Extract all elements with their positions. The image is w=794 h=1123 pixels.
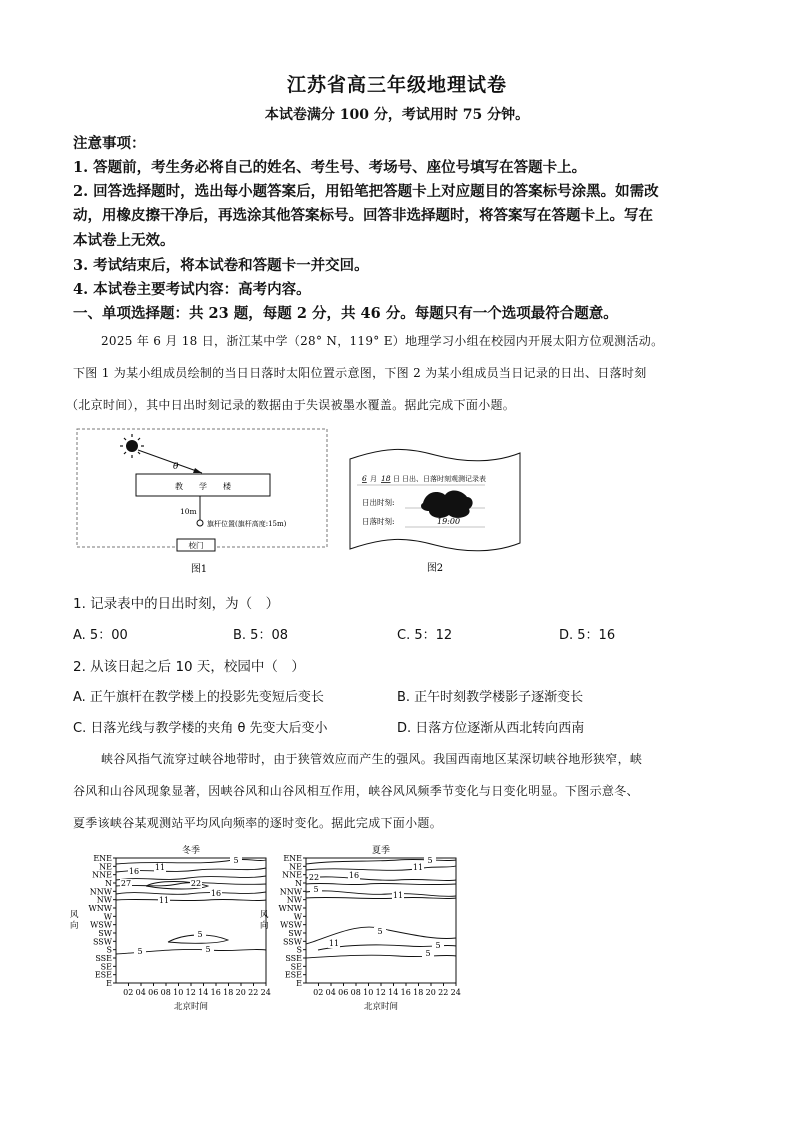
x-tick-label: 08 [350, 988, 361, 997]
q2-option-c[interactable]: C. 日落光线与教学楼的夹角 θ 先变大后变小 [73, 721, 328, 736]
y-axis-label-2: 向 [70, 920, 79, 931]
x-tick-label: 04 [325, 988, 336, 997]
intro-line-3: （北京时间），其中日出时刻记录的数据由于失误被墨水覆盖。据此完成下面小题。 [66, 398, 516, 412]
contour-label: 11 [412, 863, 424, 872]
summer-chart [258, 840, 480, 1015]
date-day: 18 [381, 474, 391, 483]
contour-label: 5 [137, 947, 143, 956]
y-axis-label-1: 风 [260, 909, 269, 920]
x-tick-label: 24 [260, 988, 271, 997]
notice-heading: 注意事项： [73, 135, 146, 152]
winter-chart [68, 840, 290, 1015]
date-month: 6 [362, 474, 367, 483]
x-tick-label: 24 [450, 988, 461, 997]
contour-label: 5 [233, 856, 239, 865]
y-axis-label-2: 向 [260, 920, 269, 931]
y-tick-label: SW [98, 929, 112, 938]
notice-line-4: 4. 本试卷主要考试内容：高考内容。 [73, 281, 311, 298]
y-tick-label: WSW [90, 920, 112, 930]
y-tick-label: NNW [89, 887, 112, 897]
sun-icon [120, 434, 144, 458]
section-heading: 一、单项选择题：共 23 题，每题 2 分，共 46 分。每题只有一个选项最符合题意。 [73, 305, 618, 322]
intro-line-1: 2025 年 6 月 18 日，浙江某中学（28° N，119° E）地理学习小组在校园内开展太阳方位观测活动。 [101, 334, 664, 348]
x-axis-label: 北京时间 [173, 1002, 209, 1012]
notice-line-1: 1. 答题前，考生务必将自己的姓名、考生号、考场号、座位号填写在答题卡上。 [73, 159, 587, 176]
flagpole-icon [197, 520, 203, 526]
plot-frame [116, 858, 266, 983]
y-tick-label: E [106, 979, 112, 988]
y-tick-label: NNE [282, 870, 302, 880]
contour-label: 5 [425, 949, 431, 958]
x-tick-label: 06 [338, 988, 349, 997]
x-tick-label: 18 [223, 988, 234, 997]
contour-label: 5 [427, 856, 433, 865]
x-tick-label: 12 [375, 988, 386, 997]
chart-title: 冬季 [181, 846, 201, 856]
x-tick-label: 14 [388, 988, 399, 997]
x-tick-label: 18 [413, 988, 424, 997]
sunset-value: 19:00 [437, 517, 461, 526]
y-tick-label: ESE [94, 970, 112, 980]
q1-stem: 1. 记录表中的日出时刻，为（ ） [73, 596, 280, 612]
sunrise-label: 日出时刻: [362, 498, 395, 507]
x-tick-label: 04 [135, 988, 146, 997]
y-tick-label: NE [99, 862, 112, 872]
y-tick-label: SW [288, 929, 302, 938]
q2-option-b[interactable]: B. 正午时刻教学楼影子逐渐变长 [397, 690, 584, 705]
notice-line-2a: 2. 回答选择题时，选出每小题答案后，用铅笔把答题卡上对应题目的答案标号涂黑。如需改 [73, 183, 659, 200]
intro2-line-1: 峡谷风指气流穿过峡谷地带时，由于狭管效应而产生的强风。我国西南地区某深切峡谷地形狭窄，峡 [101, 752, 643, 766]
y-tick-label: SSW [92, 937, 112, 947]
contour-label: 11 [392, 891, 404, 900]
gate-label: 校门 [188, 541, 204, 550]
contour-label: 11 [158, 896, 170, 905]
x-axis-label: 北京时间 [363, 1002, 399, 1012]
q1-option-c[interactable]: C. 5：12 [397, 628, 453, 643]
chart-title: 夏季 [371, 846, 391, 856]
contour-label: 11 [328, 939, 340, 948]
page-subtitle: 本试卷满分 100 分，考试用时 75 分钟。 [264, 107, 530, 123]
y-tick-label: N [295, 879, 302, 888]
notice-line-2c: 本试卷上无效。 [73, 232, 175, 249]
y-tick-label: W [293, 912, 302, 922]
x-tick-label: 10 [173, 988, 184, 997]
y-tick-label: SE [290, 962, 302, 972]
date-day-sep: 日 [393, 475, 400, 483]
page-title: 江苏省高三年级地理试卷 [286, 74, 507, 96]
notice-line-2b: 动，用橡皮擦干净后，再选涂其他答案标号。回答非选择题时，将答案写在答题卡上。写在 [73, 207, 653, 224]
x-tick-label: 12 [185, 988, 196, 997]
sunlight-ray [138, 450, 202, 473]
y-tick-label: ESE [284, 970, 302, 980]
contour-label: 5 [377, 927, 383, 936]
figure-1 [76, 428, 332, 576]
x-tick-label: 10 [363, 988, 374, 997]
y-tick-label: S [106, 945, 112, 955]
contour-label: 27 [120, 879, 132, 888]
x-tick-label: 08 [160, 988, 171, 997]
x-tick-label: 16 [210, 988, 221, 997]
y-tick-label: SSE [95, 954, 112, 963]
y-tick-label: ENE [283, 854, 302, 863]
q1-option-b[interactable]: B. 5：08 [233, 628, 288, 643]
contour-label: 5 [205, 945, 211, 954]
contour-label: 22 [308, 873, 320, 882]
y-tick-label: S [296, 945, 302, 955]
intro2-line-2: 谷风和山谷风现象显著，因峡谷风和山谷风相互作用，峡谷风风频季节变化与日变化明显。下图示意冬、 [73, 784, 639, 798]
x-tick-label: 06 [148, 988, 159, 997]
contour-label: 16 [348, 871, 360, 880]
x-tick-label: 02 [313, 988, 324, 997]
y-tick-label: W [103, 912, 112, 922]
q2-stem: 2. 从该日起之后 10 天，校园中（ ） [73, 659, 305, 675]
y-tick-label: WNW [88, 904, 112, 913]
y-tick-label: SSE [285, 954, 302, 963]
figure-2 [345, 445, 527, 577]
theta-label: θ [173, 462, 179, 472]
contour-label: 5 [197, 930, 203, 939]
y-tick-label: NE [289, 862, 302, 872]
x-tick-label: 20 [425, 988, 436, 997]
x-tick-label: 22 [248, 988, 259, 997]
figure-1-caption: 图1 [190, 564, 208, 575]
sunset-label: 日落时刻: [362, 517, 395, 526]
building-label: 教 学 楼 [175, 482, 231, 491]
q2-option-a[interactable]: A. 正午旗杆在教学楼上的投影先变短后变长 [73, 690, 324, 705]
contour-label: 16 [210, 889, 222, 898]
x-tick-label: 02 [123, 988, 134, 997]
y-tick-label: SE [100, 962, 112, 972]
x-tick-label: 22 [438, 988, 449, 997]
figure-2-caption: 图2 [426, 563, 444, 574]
distance-label: 10m [180, 507, 197, 516]
y-tick-label: SSW [282, 937, 302, 947]
contour-label: 16 [128, 867, 140, 876]
y-tick-label: NW [96, 895, 112, 905]
x-tick-label: 14 [198, 988, 209, 997]
contour-label: 5 [313, 885, 319, 894]
contour-label: 11 [154, 863, 166, 872]
y-tick-label: ENE [93, 854, 112, 863]
y-tick-label: NNE [92, 870, 112, 880]
y-tick-label: WSW [280, 920, 302, 930]
date-month-sep: 月 [370, 475, 377, 483]
y-tick-label: NNW [279, 887, 302, 897]
q2-option-d[interactable]: D. 日落方位逐渐从西北转向西南 [397, 721, 585, 736]
y-axis-label-1: 风 [70, 909, 79, 920]
x-tick-label: 16 [400, 988, 411, 997]
y-tick-label: WNW [278, 904, 302, 913]
notice-line-3: 3. 考试结束后，将本试卷和答题卡一并交回。 [73, 257, 369, 274]
contour-label: 22 [190, 879, 202, 888]
record-table-title: 日出、日落时刻观测记录表 [402, 475, 486, 483]
intro2-line-3: 夏季该峡谷某观测站平均风向频率的逐时变化。据此完成下面小题。 [73, 816, 443, 830]
contour-label: 5 [435, 941, 441, 950]
intro-line-2: 下图 1 为某小组成员绘制的当日日落时太阳位置示意图，下图 2 为某小组成员当日记录的日出、日落时刻 [73, 366, 647, 380]
x-tick-label: 20 [235, 988, 246, 997]
flagpole-label: 旗杆位置(旗杆高度:15m) [207, 520, 287, 528]
sunlight-arrowhead [193, 468, 202, 473]
y-tick-label: N [105, 879, 112, 888]
q1-option-d[interactable]: D. 5：16 [559, 628, 616, 643]
q1-option-a[interactable]: A. 5：00 [73, 628, 128, 643]
y-tick-label: E [296, 979, 302, 988]
y-tick-label: NW [286, 895, 302, 905]
